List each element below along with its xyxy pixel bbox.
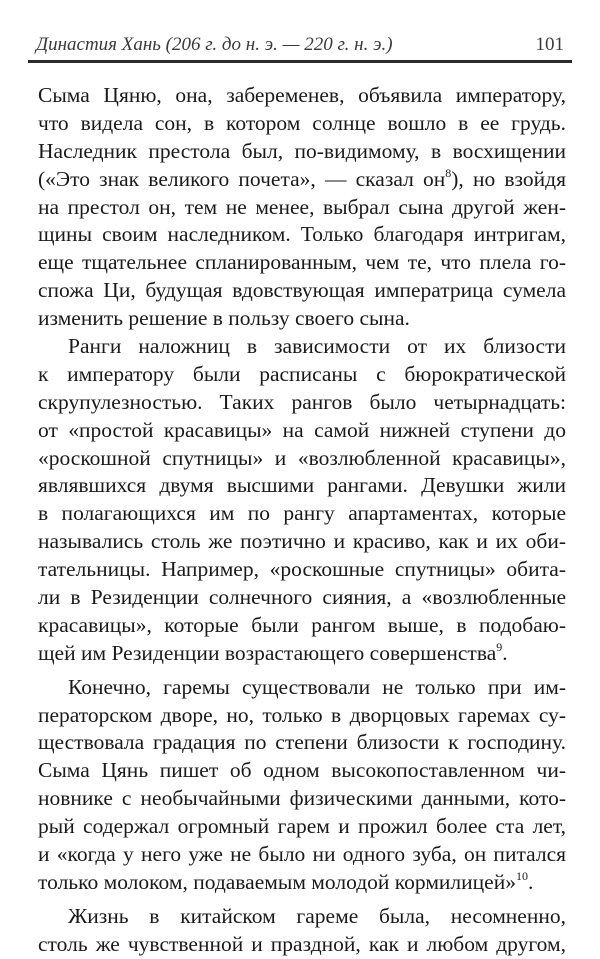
- text-line: Ранги наложниц в зависимости от их близости: [68, 334, 566, 359]
- text-line: Сыма Цяню, она, забеременев, объявила императору,: [38, 83, 566, 107]
- text-fragment: («Это знак великого почета», — сказал он: [38, 166, 446, 191]
- chapter-title: Династия Хань (206 г. до н. э. — 220 г. н. э.): [36, 34, 393, 55]
- paragraph-4: [38, 903, 566, 959]
- text-fragment: .: [502, 640, 508, 665]
- text-line: изменить решение в пользу своего сына.: [38, 306, 410, 331]
- text-line: ществовала градация по степени близости к господину.: [38, 730, 566, 755]
- footnote-ref-9: 9: [496, 639, 503, 654]
- text-line: красавицы», которые были рангом выше, в подобаю-: [38, 612, 566, 637]
- text-line: назывались столь же поэтично и красиво, как и их оби-: [38, 529, 566, 554]
- text-line-with-footnote: [38, 640, 566, 668]
- text-fragment: щей им Резиденции возрастающего совершенства: [38, 640, 497, 665]
- text-line: тательницы. Например, «роскошные спутницы» обита-: [38, 557, 566, 582]
- text-fragment: ), но взойдя: [451, 166, 566, 191]
- text-line: Конечно, гаремы существовали не только при им-: [68, 674, 566, 699]
- text-line-with-footnote: [38, 869, 566, 897]
- text-line: рый содержал огромный гарем и прожил более ста лет,: [38, 814, 566, 839]
- text-fragment: только молоком, подаваемым молодой кормилицей»: [38, 869, 516, 894]
- text-line: от «простой красавицы» на самой нижней ступени до: [38, 417, 566, 442]
- text-line: в полагающихся им по рангу апартаментах, которые: [38, 501, 566, 526]
- body-text: [38, 82, 566, 959]
- text-line: Сыма Цянь пишет об одном высокопоставленном чи-: [38, 758, 566, 783]
- text-line-with-footnote: [38, 166, 566, 194]
- running-head: [36, 34, 564, 56]
- text-line: скрупулезностью. Таких рангов было четырнадцать:: [38, 389, 566, 414]
- text-line: столь же чувственной и праздной, как и любом другом,: [38, 931, 566, 956]
- text-line: еще тщательнее спланированным, чем те, что плела го-: [38, 250, 566, 275]
- text-line: щины своим наследником. Только благодаря интригам,: [38, 222, 566, 247]
- page-number: 101: [535, 34, 564, 55]
- paragraph-3: [38, 674, 566, 897]
- footnote-ref-8: 8: [445, 165, 452, 180]
- text-line: что видела сон, в котором солнце вошло в ее грудь.: [38, 110, 566, 135]
- footnote-ref-10: 10: [515, 868, 528, 883]
- text-line: являвшихся двумя высшими рангами. Девушки жили: [38, 473, 566, 498]
- text-line: и «когда у него уже не было ни одного зуба, он питался: [38, 842, 566, 867]
- header-rule: [28, 60, 572, 63]
- text-line: новнике с необычайными физическими данными, кото-: [38, 786, 566, 811]
- text-line: ли в Резиденции солнечного сияния, а «возлюбленные: [38, 585, 566, 610]
- paragraph-2: [38, 333, 566, 668]
- text-line: на престол он, тем не менее, выбрал сына другой жен-: [38, 194, 566, 219]
- paragraph-1: [38, 82, 566, 333]
- text-line: к императору были расписаны с бюрократической: [38, 361, 566, 386]
- text-line: Наследник престола был, по-видимому, в восхищении: [38, 138, 566, 163]
- text-fragment: .: [527, 869, 534, 894]
- text-line: Жизнь в китайском гареме была, несомненно,: [68, 903, 566, 928]
- text-line: «роскошной спутницы» и «возлюбленной красавицы»,: [38, 445, 566, 470]
- text-line: спожа Ци, будущая вдовствующая императрица сумела: [38, 278, 566, 303]
- text-line: ператорском дворе, но, только в дворцовых гаремах су-: [38, 702, 566, 727]
